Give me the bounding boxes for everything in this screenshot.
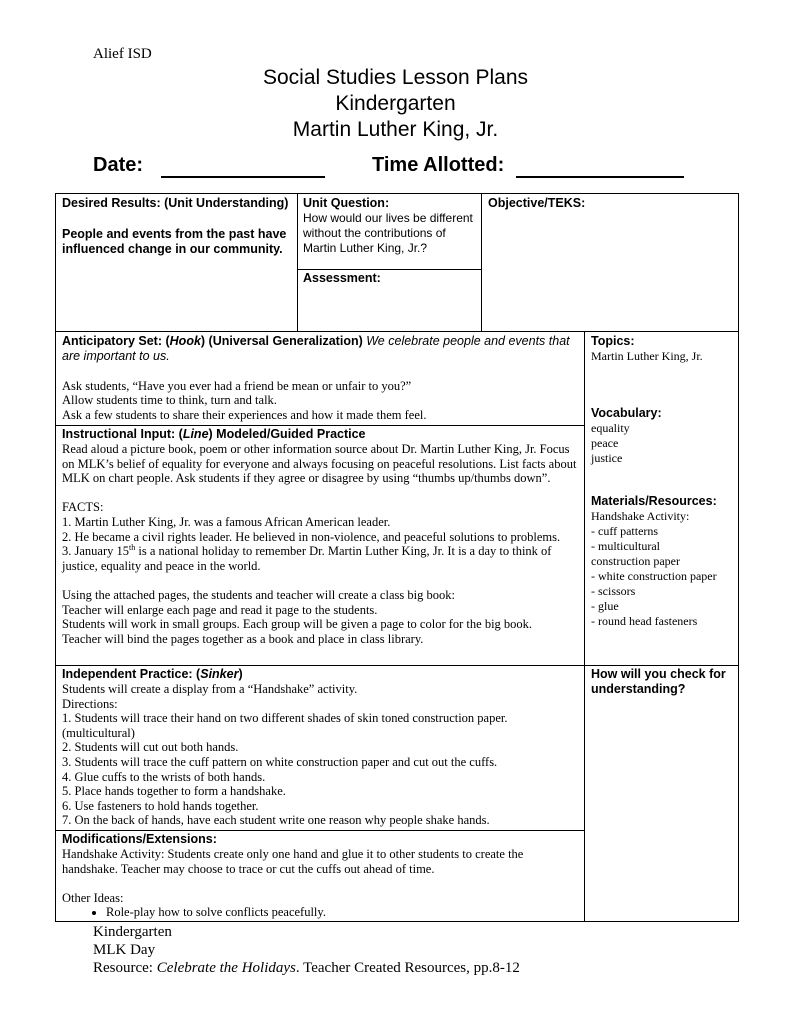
topics-label: Topics: (591, 334, 635, 348)
date-blank-line (161, 176, 325, 178)
vocabulary-word: equality (591, 421, 630, 435)
desired-results-cell (55, 193, 298, 332)
other-ideas-label: Other Ideas: (62, 890, 124, 905)
check-understanding-label: How will you check for understanding? (591, 667, 726, 696)
desired-results-label: Desired Results: (Unit Understanding) (62, 196, 289, 210)
facts-label: FACTS: (62, 500, 104, 515)
material-item: - multicultural (591, 539, 660, 553)
independent-line: Directions: (62, 696, 118, 711)
independent-line: 1. Students will trace their hand on two different shades of skin toned construction paper. (multicultural) (62, 711, 508, 740)
material-item: construction paper (591, 554, 680, 568)
material-item: - scissors (591, 584, 636, 598)
independent-line: 3. Students will trace the cuff pattern on white construction paper and cut out the cuffs. (62, 754, 498, 769)
assessment-cell (297, 269, 482, 332)
material-item: - white construction paper (591, 569, 717, 583)
page-title: Social Studies Lesson Plans (263, 66, 528, 89)
fact-item: 2. He became a civil rights leader. He believed in non-violence, and peaceful solutions to problems. (62, 529, 561, 544)
independent-practice-heading: Independent Practice: (Sinker) (62, 667, 243, 681)
unit-question-text: How would our lives be different without the contributions of Martin Luther King, Jr.? (303, 211, 473, 255)
footer-unit: MLK Day (93, 942, 156, 958)
footer-grade: Kindergarten (93, 924, 172, 940)
independent-line: 6. Use fasteners to hold hands together. (62, 798, 259, 813)
time-blank-line (516, 176, 684, 178)
list-item: • Role-play how to solve conflicts peacefully. (106, 905, 578, 920)
fact-item: 1. Martin Luther King, Jr. was a famous African American leader. (62, 514, 391, 529)
modifications-cell (55, 830, 585, 922)
footer-resource: Resource: Celebrate the Holidays. Teacher Created Resources, pp.8-12 (93, 960, 520, 976)
other-ideas-list (62, 905, 578, 920)
objective-cell (481, 193, 739, 332)
independent-line: 2. Students will cut out both hands. (62, 740, 239, 755)
assessment-label: Assessment: (303, 271, 381, 285)
vocabulary-word: justice (591, 451, 623, 465)
independent-line: 5. Place hands together to form a handshake. (62, 784, 286, 799)
fact-item: 3. January 15th is a national holiday to remember Dr. Martin Luther King, Jr. It is a day to think of justice, equality and peace in the world. (62, 543, 552, 573)
anticipatory-set-heading: Anticipatory Set: (Hook) (Universal Generalization) We celebrate people and events that are important to us. (62, 334, 570, 363)
anticipatory-line: Allow students time to think, turn and talk. (62, 393, 277, 408)
instructional-closing-line: Teacher will bind the pages together as a book and place in class library. (62, 631, 424, 646)
independent-line: 7. On the back of hands, have each student write one reason why people shake hands. (62, 813, 490, 828)
material-item: - glue (591, 599, 619, 613)
material-item: Handshake Activity: (591, 509, 690, 523)
district-name: Alief ISD (93, 46, 152, 62)
independent-line: 4. Glue cuffs to the wrists of both hands. (62, 769, 266, 784)
anticipatory-line: Ask students, “Have you ever had a friend be mean or unfair to you?” (62, 378, 412, 393)
topic-title: Martin Luther King, Jr. (292, 118, 499, 141)
modifications-text: Handshake Activity: Students create only one hand and glue it to other students to create the handshake. Teacher may choose to trace or cut the cuffs out ahead of time. (62, 847, 524, 876)
instructional-input-heading: Instructional Input: (Line) Modeled/Guided Practice (62, 427, 366, 441)
grade-title: Kindergarten (335, 92, 456, 115)
instructional-closing-line: Students will work in small groups. Each group will be given a page to color for the big book. (62, 617, 533, 632)
unit-question-cell (297, 193, 482, 270)
materials-label: Materials/Resources: (591, 494, 717, 508)
unit-question-label: Unit Question: (303, 196, 390, 210)
desired-results-text: People and events from the past have influenced change in our community. (62, 227, 287, 256)
instructional-input-cell (55, 425, 585, 666)
anticipatory-line: Ask a few students to share their experiences and how it made them feel. (62, 407, 427, 422)
date-label: Date: (93, 154, 144, 176)
check-understanding-cell (584, 665, 739, 922)
instructional-intro: Read aloud a picture book, poem or other information source about Dr. Martin Luther King, Jr. Focus on MLK’s belief of equality for everyone and always focusing on peaceful resolutions. List facts about MLK on chart people. Ask students if they agree or disagree by using “thumbs up/thumbs down”. (62, 442, 577, 486)
material-item: - round head fasteners (591, 614, 698, 628)
vocabulary-label: Vocabulary: (591, 406, 662, 420)
material-item: - cuff patterns (591, 524, 659, 538)
modifications-heading: Modifications/Extensions: (62, 832, 217, 846)
sidebar-resources-cell (584, 331, 739, 666)
time-allotted-label: Time Allotted: (372, 154, 505, 176)
instructional-closing-line: Using the attached pages, the students and teacher will create a class big book: (62, 587, 455, 602)
anticipatory-set-cell (55, 331, 585, 426)
independent-line: Students will create a display from a “Handshake” activity. (62, 682, 358, 696)
instructional-closing-line: Teacher will enlarge each page and read it page to the students. (62, 602, 378, 617)
objective-label: Objective/TEKS: (488, 196, 586, 210)
topics-text: Martin Luther King, Jr. (591, 349, 703, 363)
vocabulary-word: peace (591, 436, 619, 450)
independent-practice-cell (55, 665, 585, 831)
